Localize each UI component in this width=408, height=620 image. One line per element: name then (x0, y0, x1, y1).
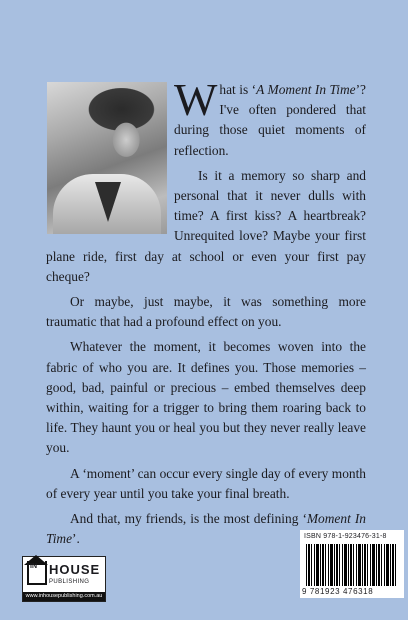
isbn-label: ISBN 978-1-923476-31-8 (304, 533, 387, 540)
logo-name: HOUSE (49, 562, 101, 577)
barcode-digits: 9 781923 476318 (302, 587, 374, 596)
paragraph-4: Whatever the moment, it becomes woven into the fabric of who you are. It defines you. Those memories – good, bad, painful or precious – embed themselves deep within, waiting for a trigger to bring them roaring back to life. They haunt you or heal you but they never really leave you. (46, 339, 366, 456)
paragraph-5: A ‘moment’ can occur every single day of every month of every year until you take your final breath. (46, 465, 366, 501)
publisher-logo (22, 556, 106, 602)
p6-end: ’. (72, 531, 80, 547)
blurb-text (46, 74, 366, 554)
publisher-website: www.inhousepublishing.com.au (23, 592, 105, 601)
barcode-bars (306, 544, 398, 586)
p1-lead: hat is ‘ (219, 82, 257, 97)
photo-wrap-spacer (46, 80, 168, 230)
p6-title: Moment In Time (46, 511, 366, 547)
p1-rest: ’? I've often pondered that during those quiet moments of reflection. (174, 82, 366, 158)
paragraph-2: Is it a memory so sharp and personal that it never dulls with time? A first kiss? A heartbreak? Unrequited love? Maybe your first plane ride, first day at school or even your first pay cheque? (46, 167, 366, 284)
p1-title: A Moment In Time (256, 82, 356, 97)
p6-lead: And that, my friends, is the most defining ‘ (70, 511, 307, 527)
barcode (300, 530, 404, 598)
drop-cap: W (174, 74, 218, 125)
paragraph-3: Or maybe, just maybe, it was something more traumatic that had a profound effect on you. (46, 294, 366, 330)
logo-in: IN (30, 563, 37, 570)
logo-sub: PUBLISHING (49, 579, 90, 585)
